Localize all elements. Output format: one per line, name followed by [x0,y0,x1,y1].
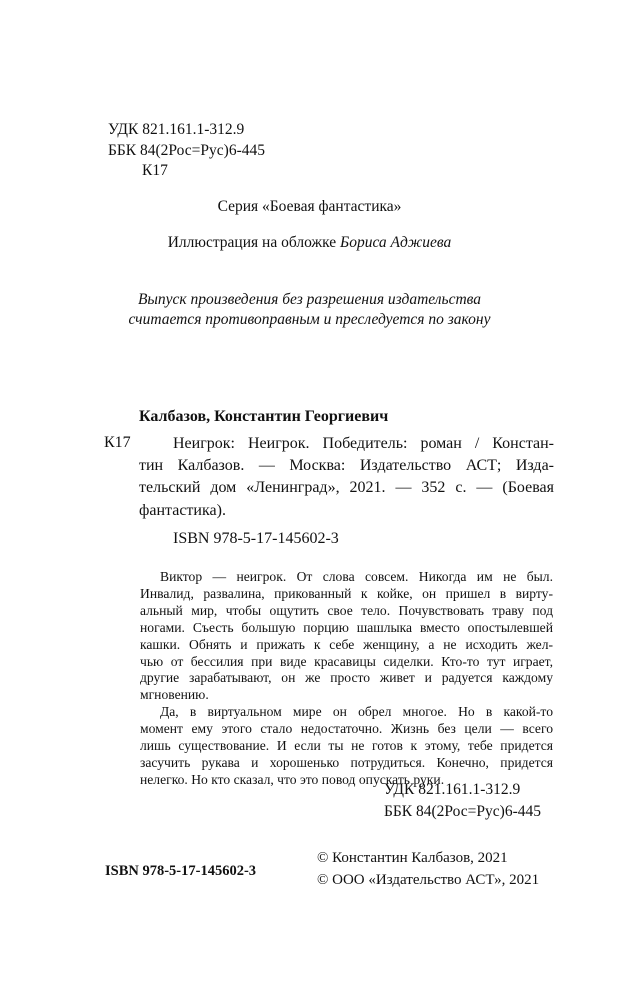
illustration-prefix: Иллюстрация на обложке [167,234,341,251]
annotation-line: Инвалид, развалина, прикованный к койке, он пришел в вирту- [140,585,553,601]
annotation-line: Виктор — неигрок. От слова совсем. Никогда им не был. [160,569,553,584]
udk-code: УДК 821.161.1-312.9 [384,781,521,798]
isbn: ISBN 978-5-17-145602-3 [173,530,339,547]
biblio-line: тин Калбазов. — Москва: Издательство АСТ; Изда- [139,457,554,475]
annotation-line: момент ему этого стало недостаточно. Жизнь без цели — всего [140,721,553,737]
illustration-artist: Бориса Аджиева [340,234,452,251]
copyright-author: © Константин Калбазов, 2021 [317,850,508,866]
bibliographic-author-mark: К17 [104,434,131,451]
warning-line-1: Выпуск произведения без разрешения издательства [137,291,482,308]
biblio-line: фантастика). [139,501,226,519]
annotation-line: ногами. Съесть большую порцию шашлыка вместо опостылевшей [140,619,553,635]
udk-code: УДК 821.161.1-312.9 [108,121,245,138]
annotation-line: другие зарабатывают, он же просто живет и радуется каждому [140,670,553,686]
biblio-line: Неигрок: Неигрок. Победитель: роман / Констан- [173,435,554,452]
copyright-warning [0,290,619,330]
bibliographic-author: Калбазов, Константин Георгиевич [139,408,389,425]
annotation-line: нелегко. Но кто сказал, что это повод опускать руки. [140,771,445,787]
copyright-notices [317,847,539,891]
annotation-line: альный мир, чтобы ощутить свое тело. Почувствовать траву под [140,602,553,618]
bbk-code: ББК 84(2Рос=Рус)6-445 [108,141,265,159]
annotation-line: Да, в виртуальном мире он обрел многое. Но в какой-то [160,704,553,720]
warning-line-2: считается противоправным и преследуется по закону [128,311,491,328]
series-title: Серия «Боевая фантастика» [217,198,402,215]
classification-codes-bottom [384,779,541,823]
annotation-line: мгновению. [140,687,209,703]
cover-illustration-credit [0,234,619,252]
annotation [140,569,553,789]
biblio-line: тельский дом «Ленинград», 2021. — 352 с. — (Боевая [139,479,554,497]
annotation-line: чью от бессилия при виде красавицы сиделки. Кто-то тут играет, [140,653,553,669]
classification-codes-top [108,120,265,182]
bbk-code: ББК 84(2Рос=Рус)6-445 [384,803,541,820]
author-mark: К17 [142,162,168,179]
annotation-line: лишь существование. И если ты не готов к этому, тебе придется [140,738,553,754]
annotation-line: засучить рукава и хорошенько потрудиться. Конечно, придется [140,754,553,770]
bibliographic-description [139,433,554,522]
copyright-publisher: © ООО «Издательство АСТ», 2021 [317,872,540,888]
annotation-line: кашки. Обнять и прижать к себе женщину, а не исходить жел- [140,636,553,652]
isbn-bottom: ISBN 978-5-17-145602-3 [105,863,257,879]
